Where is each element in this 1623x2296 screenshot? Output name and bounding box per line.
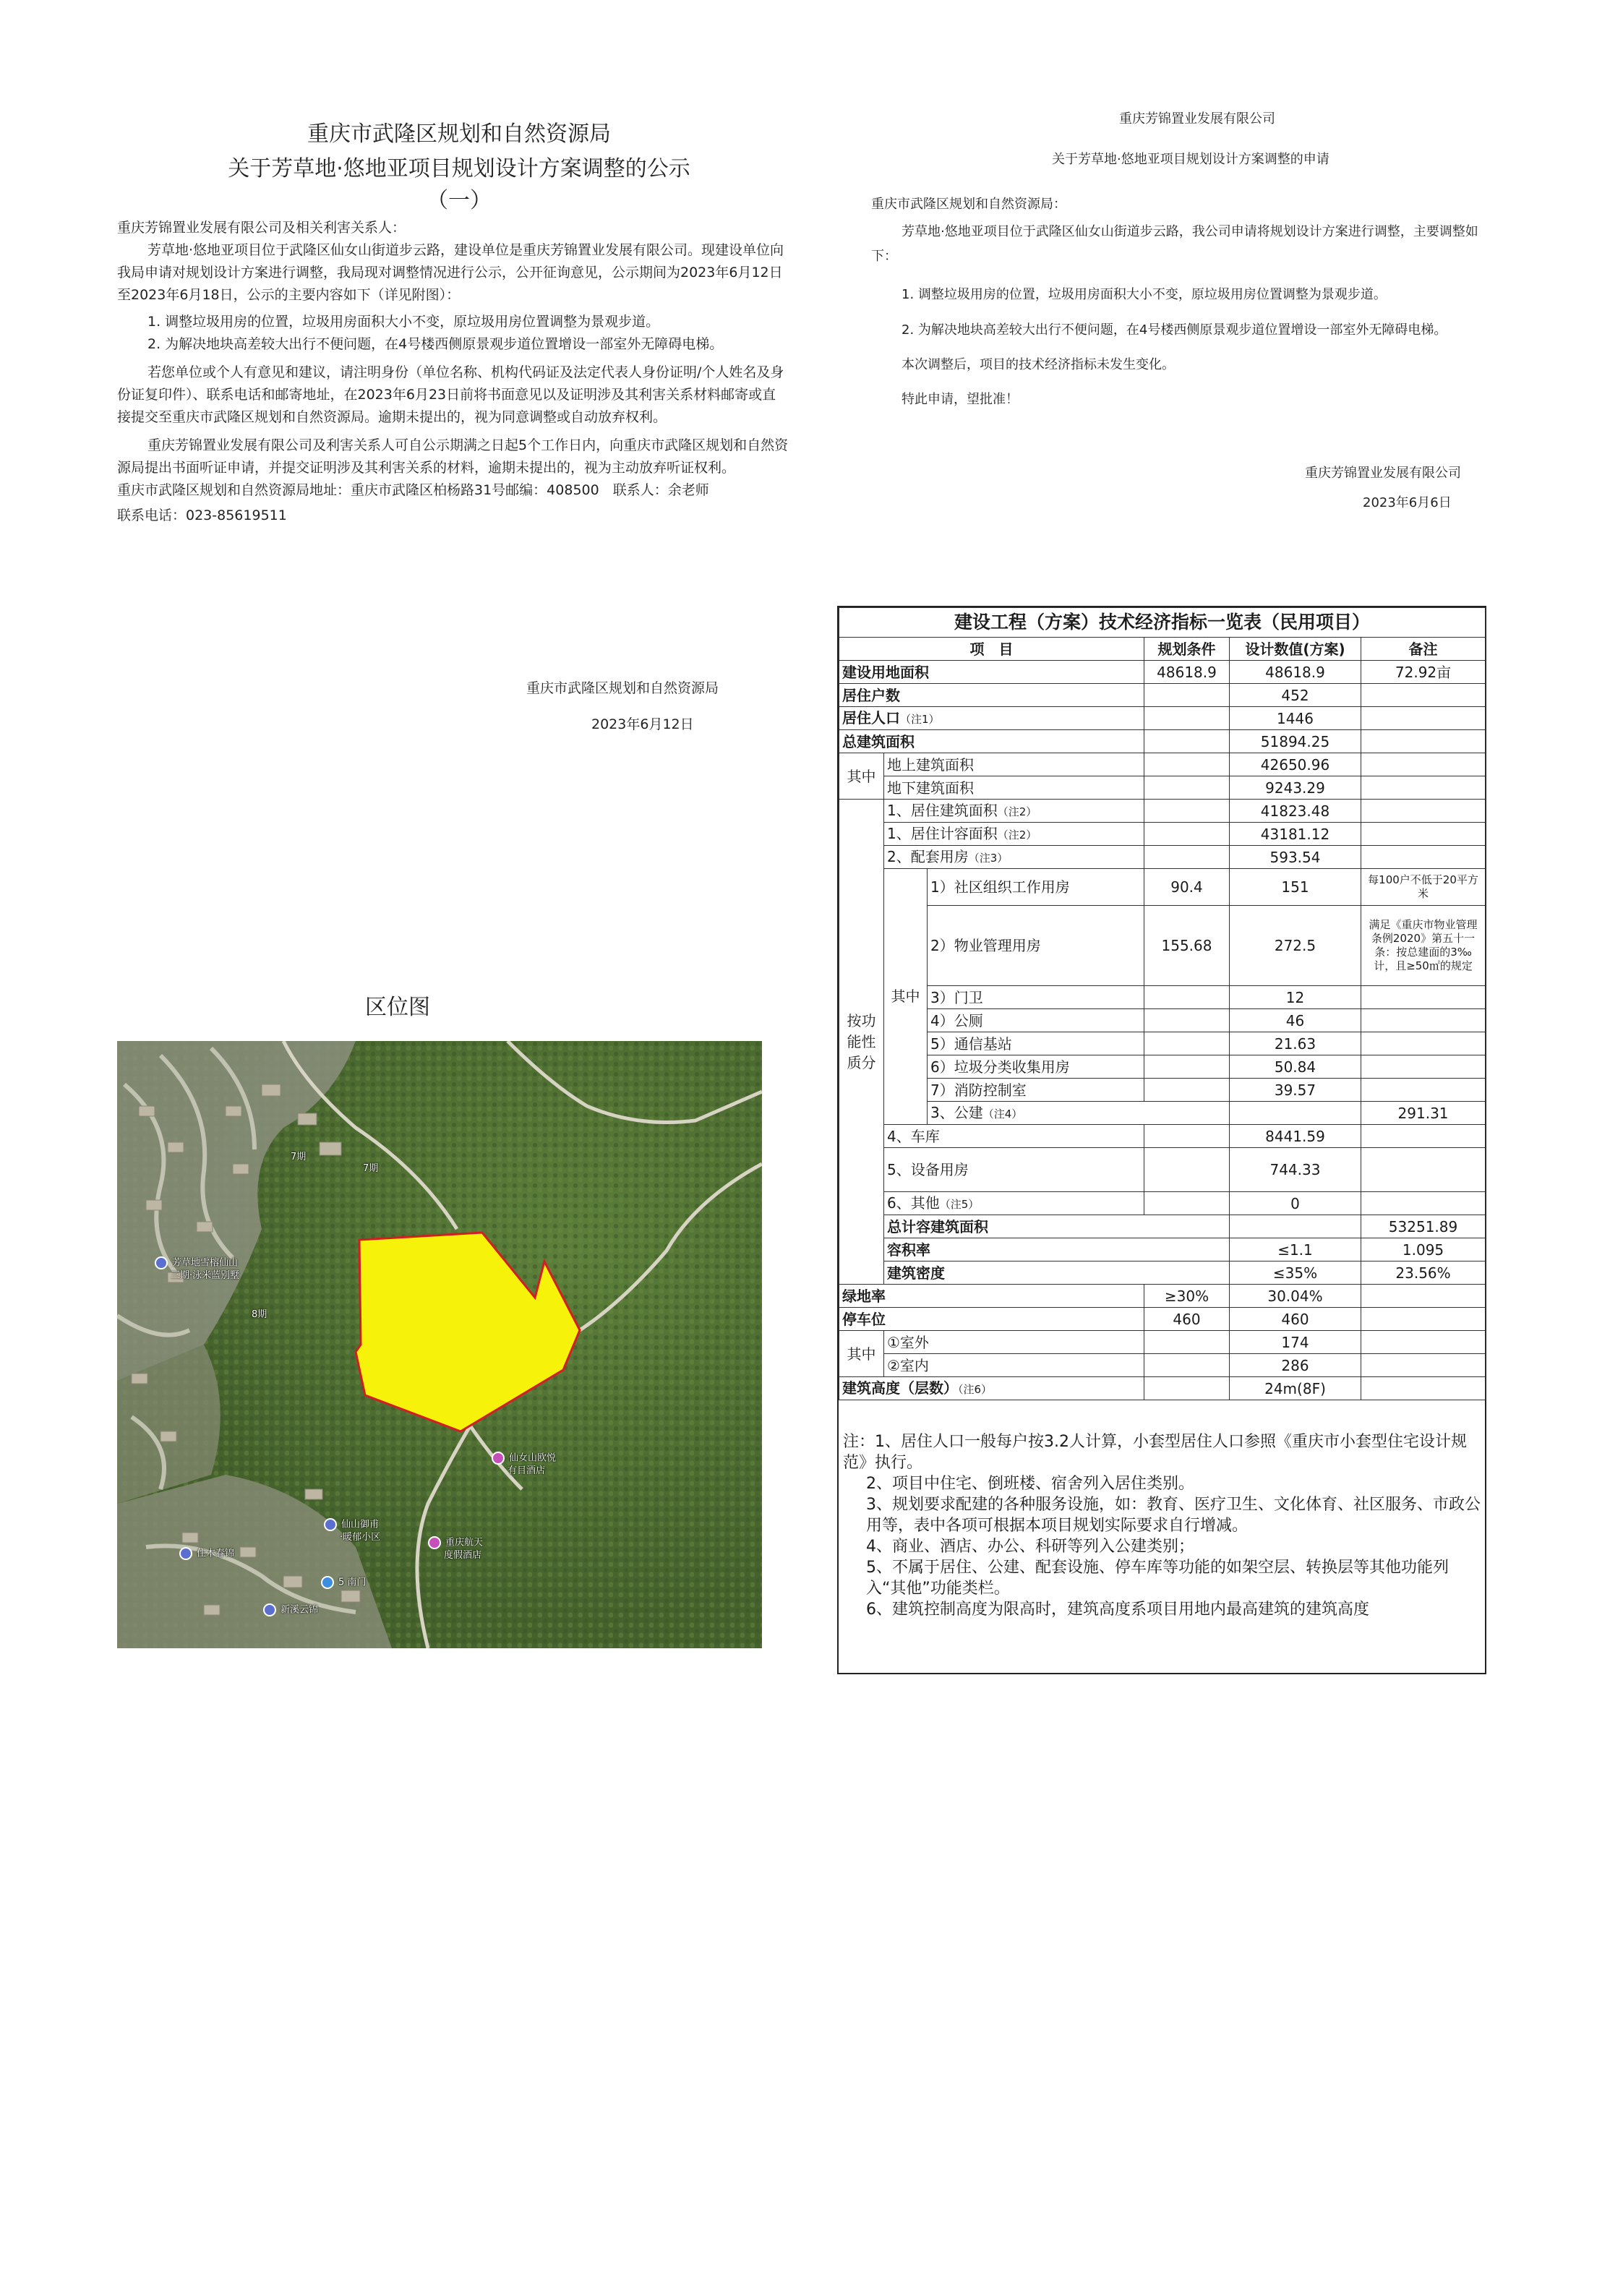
note-1: 注：1、居住人口一般每户按3.2人计算，小套型居住人口参照《重庆市小套型住宅设计规范》执行。 [843,1433,1467,1472]
map-label-xinxi-yunjin: 新溪云锦 [263,1603,318,1616]
notice-para2: 若您单位或个人有意见和建议，请注明身份（单位名称、机构代码证及法定代表人身份证明/个人姓名及身份证复印件）、联系电话和邮寄地址，在2023年6月23日前将书面意见以及证明涉及其利害关系材料邮寄或直接提交至重庆市武隆区规划和自然资源局。逾期未提出的，视为同意调整或自动放弃权利。 [117,364,784,425]
notice-title-line1: 重庆市武隆区规划和自然资源局 [307,121,611,147]
table-row: 其中 1）社区组织工作用房 90.4 151 每100户不低于20平方米 [839,869,1486,906]
table-row: 2、配套用房（注3） 593.54 [839,846,1486,869]
table-row: 总计容建筑面积 53251.89 [839,1215,1486,1238]
map-label-space-hotel: 重庆航天 度假酒店 [428,1536,483,1562]
table-row: 地下建筑面积 9243.29 [839,776,1486,800]
map-label-south-gate: 5 南门 [321,1576,366,1589]
map-label-xianshan-yufu: 仙山御甫 ·暖郁小区 [324,1518,380,1543]
table-row: 2）物业管理用房 155.68 272.5 满足《重庆市物业管理条例2020》第五十一条：按总建面的3‰计，且≥50㎡的规定 [839,906,1486,986]
notice-address: 重庆市武隆区规划和自然资源局地址：重庆市武隆区柏杨路31号邮编：408500 联系人：余老师 [117,482,709,498]
location-map [117,1041,762,1648]
note-3: 3、规划要求配建的各种服务设施，如：教育、医疗卫生、文化体育、社区服务、市政公用等，表中各项可根据本项目规划实际要求自行增减。 [866,1496,1481,1535]
letter-subject: 关于芳草地·悠地亚项目规划设计方案调整的申请 [1052,152,1329,167]
table-row: 7）消防控制室 39.57 [839,1079,1486,1102]
letter-date: 2023年6月6日 [1363,495,1452,510]
table-row: 建筑高度（层数）（注6） 24m(8F) [839,1377,1486,1400]
letter-signer: 重庆芳锦置业发展有限公司 [1305,466,1461,481]
letter-para2: 本次调整后，项目的技术经济指标未发生变化。 [902,357,1175,372]
notice-signer: 重庆市武隆区规划和自然资源局 [526,680,719,696]
table-row: 居住人口（注1） 1446 [839,707,1486,730]
table-row: 其中 地上建筑面积 42650.96 [839,753,1486,776]
note-4: 4、商业、酒店、办公、科研等列入公建类别； [866,1538,1194,1556]
map-label-fangcaodi: 芳草地雪榕仙山 三期·泳米蓝别墅 [155,1256,239,1282]
map-label-phase7b: 7期 [363,1163,379,1174]
notice-para1: 芳草地·悠地亚项目位于武隆区仙女山街道步云路，建设单位是重庆芳锦置业发展有限公司。现建设单位向我局申请对规划设计方案进行调整，我局现对调整情况进行公示，公开征询意见，公示期间为2023年6月12日至2023年6月18日，公示的主要内容如下（详见附图）： [117,242,784,303]
note-5: 5、不属于居住、公建、配套设施、停车库等功能的如架空层、转换层等其他功能列入“其他”功能类栏。 [866,1559,1449,1598]
func-group-label: 按功能性质分 [839,800,884,1285]
notice-title-line2: 关于芳草地·悠地亚项目规划设计方案调整的公示 [228,156,690,181]
letter-para3: 特此申请，望批准！ [902,392,1019,407]
table-header-row: 项 目 规划条件 设计数值(方案) 备注 [839,638,1486,661]
table-row: 建筑密度 ≤35% 23.56% [839,1261,1486,1285]
table-row: 居住户数 452 [839,684,1486,707]
notice-body [117,217,789,527]
letter-item1: 1. 调整垃圾用房的位置，垃圾用房面积大小不变，原垃圾用房位置调整为景观步道。 [902,287,1387,302]
notice-phone: 联系电话：023-85619511 [117,507,287,523]
table-row: 容积率 ≤1.1 1.095 [839,1238,1486,1261]
map-title: 区位图 [365,995,430,1020]
table-row: 按功能性质分 1、居住建筑面积（注2） 41823.48 [839,800,1486,823]
table-row: 绿地率 ≥30% 30.04% [839,1285,1486,1308]
map-label-zhumu-chunjin: 住木春锦 [179,1547,234,1560]
table-row: 3）门卫 12 [839,986,1486,1009]
table-row: 停车位 460 460 [839,1308,1486,1331]
table-row: 1、居住计容面积（注2） 43181.12 [839,823,1486,846]
table-row: 3、公建（注4） 291.31 [839,1102,1486,1125]
map-label-phase7a: 7期 [291,1152,307,1162]
letter-item2: 2. 为解决地块高差较大出行不便问题，在4号楼西侧原景观步道位置增设一部室外无障碍电梯。 [902,322,1447,338]
letter-addressee: 重庆市武隆区规划和自然资源局： [871,197,1066,212]
note-6: 6、建筑控制高度为限高时，建筑高度系项目用地内最高建筑的建筑高度 [866,1601,1369,1619]
letter-para1: 芳草地·悠地亚项目位于武隆区仙女山街道步云路，我公司申请将规划设计方案进行调整，主要调整如下： [871,224,1478,264]
letter-company-title: 重庆芳锦置业发展有限公司 [1119,111,1275,127]
note-2: 2、项目中住宅、倒班楼、宿舍列入居住类别。 [866,1475,1194,1493]
notice-salutation: 重庆芳锦置业发展有限公司及相关利害关系人： [117,220,406,236]
table-row: ②室内 286 [839,1354,1486,1377]
notice-date: 2023年6月12日 [591,716,694,732]
notice-title-line3: （一） [427,188,492,213]
table-notes [843,1431,1486,1620]
table-row: 4）公厕 46 [839,1009,1486,1032]
table-row: 5、设备用房 744.33 [839,1148,1486,1192]
indicator-table [839,607,1486,1400]
map-label-ouyue-hotel: 仙女山欧悦 有目酒店 [492,1452,556,1477]
table-row: 4、车库 8441.59 [839,1125,1486,1148]
table-row: 建设用地面积 48618.9 48618.9 72.92亩 [839,661,1486,684]
table-row: 6、其他（注5） 0 [839,1192,1486,1215]
table-row: 5）通信基站 21.63 [839,1032,1486,1055]
table-row: 其中 ①室外 174 [839,1331,1486,1354]
notice-para3: 重庆芳锦置业发展有限公司及利害关系人可自公示期满之日起5个工作日内，向重庆市武隆区规划和自然资源局提出书面听证申请，并提交证明涉及其利害关系的材料，逾期未提出的，视为主动放弃听证权利。 [117,437,789,476]
table-row: 6）垃圾分类收集用房 50.84 [839,1055,1486,1079]
notice-item1: 1. 调整垃圾用房的位置，垃圾用房面积大小不变，原垃圾用房位置调整为景观步道。 [147,314,660,330]
map-label-phase8: 8期 [252,1309,267,1320]
table-row: 总建筑面积 51894.25 [839,730,1486,753]
notice-item2: 2. 为解决地块高差较大出行不便问题，在4号楼西侧原景观步道位置增设一部室外无障碍电梯。 [147,336,724,352]
table-title: 建设工程（方案）技术经济指标一览表（民用项目） [839,608,1486,638]
